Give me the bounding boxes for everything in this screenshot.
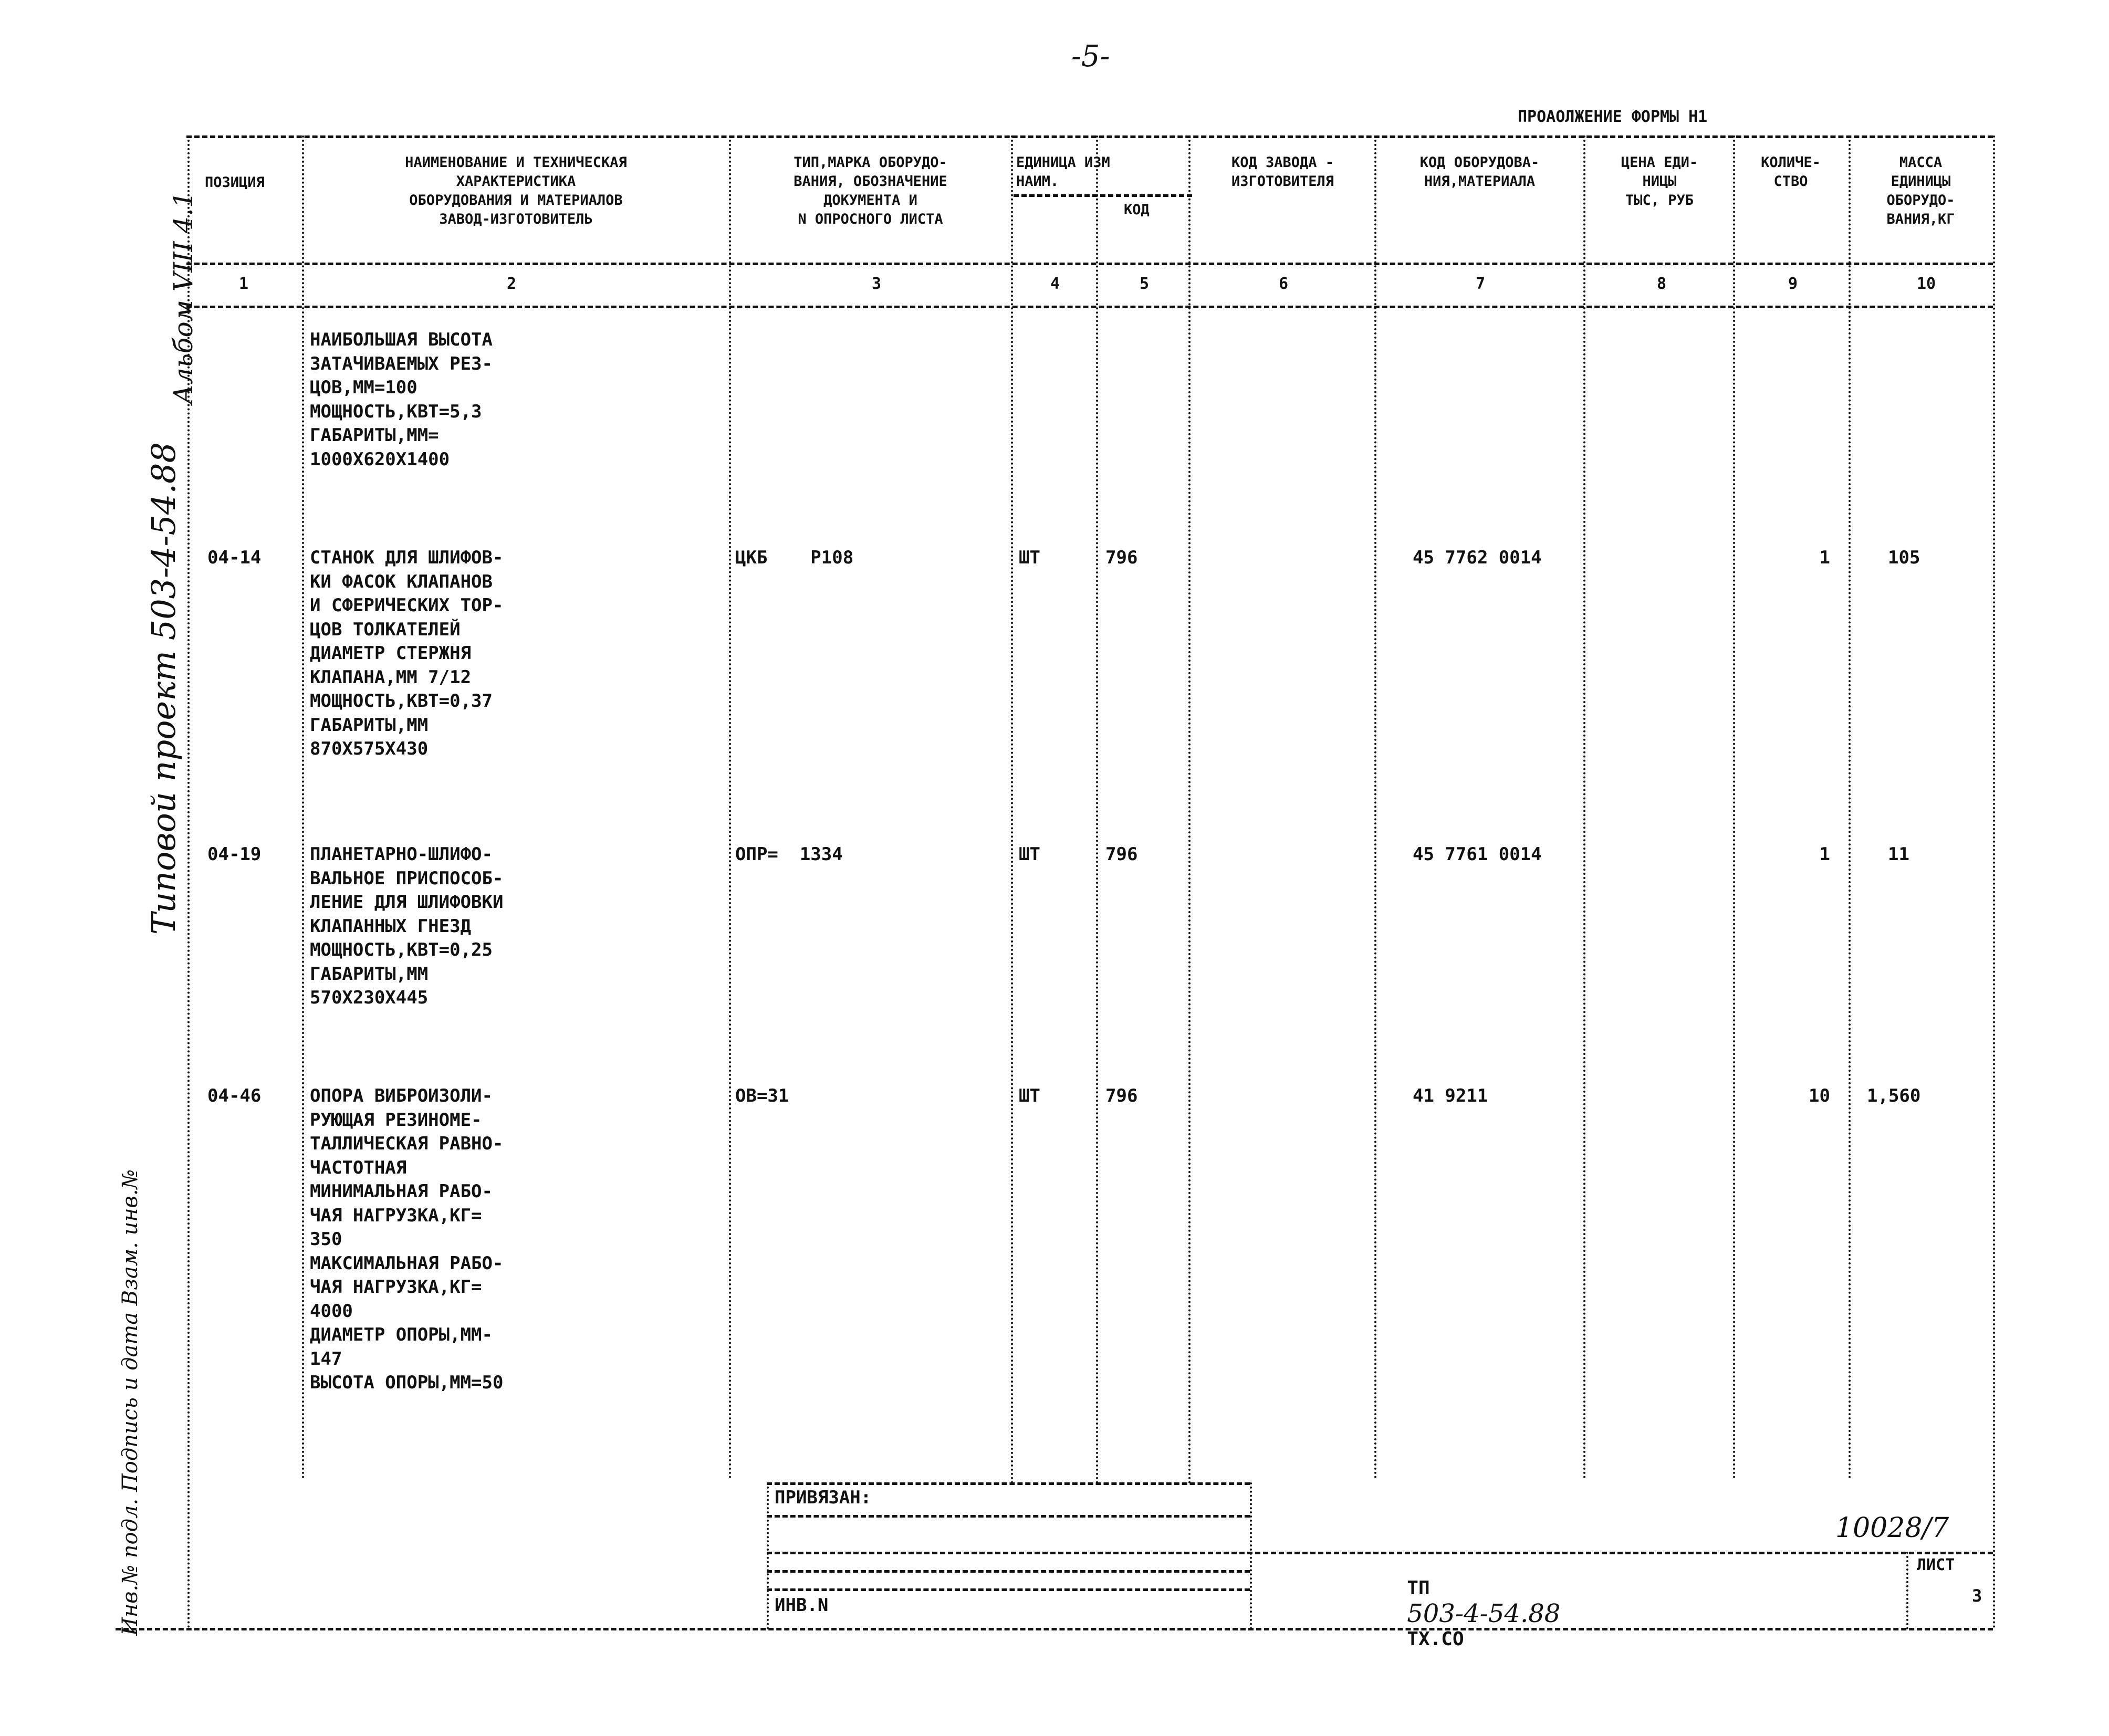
stamp-divider [1250,1482,1252,1629]
row-name: СТАНОК ДЛЯ ШЛИФОВ- КИ ФАСОК КЛАПАНОВ И СФЕРИЧЕСКИХ ТОР- ЦОВ ТОЛКАТЕЛЕЙ ДИАМЕТР СТЕРЖНЯ КЛАПАНА,ММ 7/12 МОЩНОСТЬ,КВТ=0,37 ГАБАРИТЫ,ММ 870Х575Х430 [310,547,504,759]
doc-prefix: ТП [1407,1577,1430,1599]
stamp-rule-1 [767,1515,1250,1518]
header-quantity: КОЛИЧЕ- СТВО [1761,154,1821,190]
column-number: 3 [872,275,882,293]
header-position: ПОЗИЦИЯ [205,174,265,191]
sheet-label: ЛИСТ [1917,1556,1955,1574]
header-type: ТИП,МАРКА ОБОРУДО- ВАНИЯ, ОБОЗНАЧЕНИЕ ДОКУМЕНТА И N ОПРОСНОГО ЛИСТА [794,154,947,227]
column-number: 9 [1788,275,1798,293]
header-unit: ЕДИНИЦА ИЗМ НАИМ. [1016,154,1110,190]
row-unit: ШТ [1019,844,1040,865]
row-mass: 11 [1888,844,1909,865]
row-name: ПЛАНЕТАРНО-ШЛИФО- ВАЛЬНОЕ ПРИСПОСОБ- ЛЕНИЕ ДЛЯ ШЛИФОВКИ КЛАПАННЫХ ГНЕЗД МОЩНОСТЬ,КВТ=0,25 ГАБАРИТЫ,ММ 570Х230Х445 [310,844,504,1008]
row-name: ОПОРА ВИБРОИЗОЛИ- РУЮЩАЯ РЕЗИНОМЕ- ТАЛЛИЧЕСКАЯ РАВНО- ЧАСТОТНАЯ МИНИМАЛЬНАЯ РАБО- ЧАЯ НАГРУЗКА,КГ= 350 МАКСИМАЛЬНАЯ РАБО- ЧАЯ НАГРУЗКА,КГ= 4000 ДИАМЕТР ОПОРЫ,ММ- 147 ВЫСОТА ОПОРЫ,ММ=50 [310,1085,504,1393]
continued-description: НАИБОЛЬШАЯ ВЫСОТА ЗАТАЧИВАЕМЫХ РЕЗ- ЦОВ,ММ=100 МОЩНОСТЬ,КВТ=5,3 ГАБАРИТЫ,ММ= 1000Х620Х1400 [310,329,493,470]
row-type: ОПР= 1334 [735,844,843,865]
header-mass: МАССА ЕДИНИЦЫ ОБОРУДО- ВАНИЯ,КГ [1886,154,1955,227]
doc-number: 503-4-54.88 [1407,1599,1561,1628]
row-unit-code: 796 [1105,844,1138,865]
column-number: 1 [239,275,249,293]
col-divider-2 [729,135,731,1480]
side-label-top: Альбом VIII 4.1 [168,191,199,404]
col-divider-6 [1374,135,1376,1480]
stamp-left-border [767,1482,769,1629]
row-position: 04-14 [207,547,262,568]
handwritten-number: 10028/7 [1835,1512,1949,1544]
col-divider-1 [302,135,304,1480]
col-divider-8 [1733,135,1735,1480]
side-label-bottom: Инв.№ подл. Подпись и дата Взам. инв.№ [118,1169,142,1636]
header-price: ЦЕНА ЕДИ- НИЦЫ ТЫС, РУБ [1621,154,1698,208]
right-border [1993,135,1995,1629]
col-divider-3 [1011,135,1013,1485]
unit-subheader-rule [1014,194,1192,197]
inventory-label: ИНВ.N [775,1595,829,1616]
row-unit-code: 796 [1105,547,1138,568]
continuation-title: ПРОАОЛЖЕНИЕ ФОРМЫ Н1 [1518,108,1708,126]
column-number: 5 [1140,275,1150,293]
column-number: 4 [1050,275,1060,293]
stamp-rule-3 [767,1570,1250,1573]
row-quantity: 1 [1819,547,1830,568]
doc-suffix: ТХ.СО [1407,1628,1464,1650]
numbers-bottom-border [186,306,1993,308]
stamp-top-border [767,1482,1250,1485]
header-factory-code: КОД ЗАВОДА - ИЗГОТОВИТЕЛЯ [1231,154,1334,190]
stamp-rule-4 [767,1588,1250,1591]
column-number: 8 [1657,275,1667,293]
row-position: 04-46 [207,1085,262,1106]
header-bottom-border [186,263,1993,265]
side-label-project: Типовой проект 503-4-54.88 [144,442,183,935]
column-number: 6 [1279,275,1289,293]
table-bottom-border [116,1628,1993,1630]
header-unit-code: КОД [1124,202,1150,218]
bound-label: ПРИВЯЗАН: [775,1487,872,1508]
sheet-cell-divider [1906,1552,1908,1629]
column-number: 2 [507,275,517,293]
col-divider-4 [1096,135,1098,1485]
row-type: ОВ=31 [735,1085,789,1106]
row-mass: 105 [1888,547,1920,568]
col-divider-7 [1583,135,1585,1480]
header-name: НАИМЕНОВАНИЕ И ТЕХНИЧЕСКАЯ ХАРАКТЕРИСТИКА ОБОРУДОВАНИЯ И МАТЕРИАЛОВ ЗАВОД-ИЗГОТОВИТЕЛЬ [405,154,627,227]
row-equipment-code: 41 9211 [1413,1085,1488,1106]
row-type: ЦКБ Р108 [735,547,854,568]
row-unit: ШТ [1019,547,1040,568]
row-unit-code: 796 [1105,1085,1138,1106]
table-top-border [186,135,1993,138]
row-equipment-code: 45 7761 0014 [1413,844,1542,865]
left-border [187,135,190,1629]
column-number: 10 [1917,275,1936,293]
row-mass: 1,560 [1867,1085,1921,1106]
row-quantity: 10 [1809,1085,1830,1106]
col-divider-5 [1188,135,1191,1485]
page-number: -5- [1071,39,1110,74]
row-quantity: 1 [1819,844,1830,865]
col-divider-9 [1849,135,1851,1480]
sheet-number: 3 [1972,1586,1982,1606]
header-equipment-code: КОД ОБОРУДОВА- НИЯ,МАТЕРИАЛА [1419,154,1540,190]
row-unit: ШТ [1019,1085,1040,1106]
stamp-rule-2 [767,1552,1993,1554]
document-number [1397,1567,1560,1650]
row-equipment-code: 45 7762 0014 [1413,547,1542,568]
column-number: 7 [1476,275,1486,293]
row-position: 04-19 [207,844,262,865]
